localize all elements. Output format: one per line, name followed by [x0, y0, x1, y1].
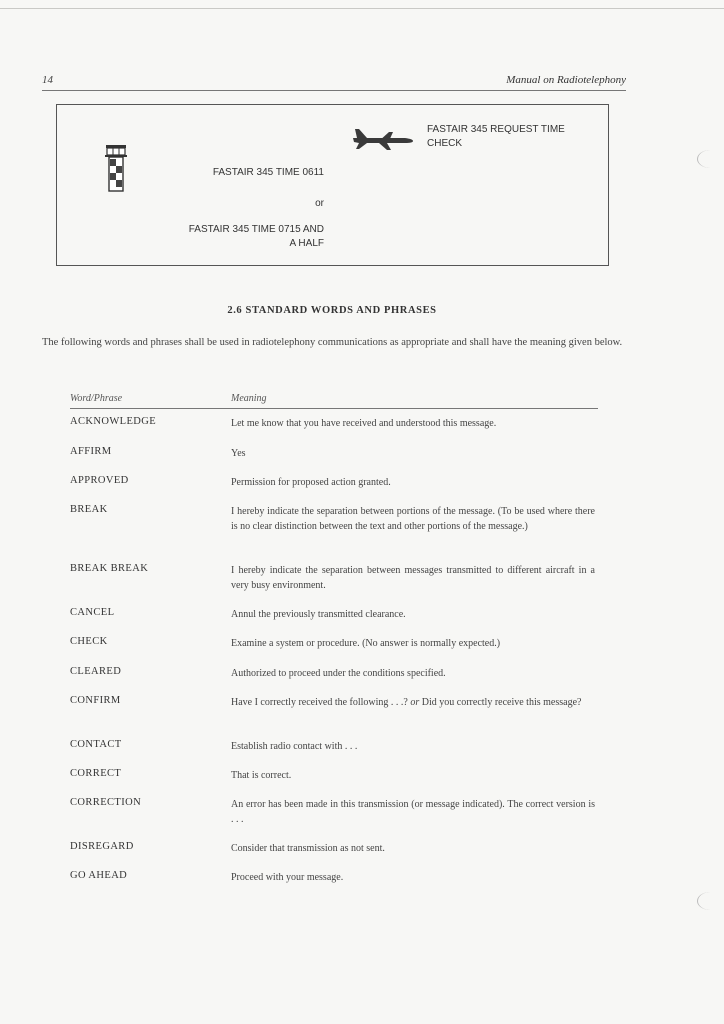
meaning: Permission for proposed action granted.	[231, 477, 391, 488]
or-separator: or	[315, 198, 324, 209]
term: DISREGARD	[70, 841, 134, 852]
term: BREAK	[70, 504, 108, 515]
pilot-message: FASTAIR 345 REQUEST TIME CHECK	[427, 124, 565, 149]
meaning: Annul the previously transmitted clearance.	[231, 609, 406, 620]
table-header-rule	[70, 408, 598, 409]
term: CONFIRM	[70, 695, 121, 706]
section-heading: 2.6 STANDARD WORDS AND PHRASES	[227, 305, 437, 316]
term: AFFIRM	[70, 446, 112, 457]
term: BREAK BREAK	[70, 563, 149, 574]
meaning: Proceed with your message.	[231, 872, 344, 883]
meaning: An error has been made in this transmission (or message indicated). The correct version is . . .	[231, 799, 595, 825]
meaning: Establish radio contact with . . .	[231, 741, 358, 752]
column-header-meaning: Meaning	[231, 393, 267, 404]
aircraft-icon	[351, 127, 415, 151]
control-tower-icon	[105, 145, 127, 193]
atc-reply-2-line1: FASTAIR 345 TIME 0715 AND	[188, 224, 324, 235]
atc-reply-2-line2: A HALF	[289, 238, 324, 249]
header-rule	[42, 90, 626, 91]
scan-edge	[0, 8, 724, 9]
scan-edge-mark	[697, 892, 724, 910]
meaning	[231, 695, 595, 710]
meaning-part: Have I correctly received the following . . .?	[231, 697, 411, 708]
term: ACKNOWLEDGE	[70, 416, 157, 427]
meaning: Consider that transmission as not sent.	[231, 843, 385, 854]
meaning: Examine a system or procedure. (No answer is normally expected.)	[231, 638, 501, 649]
term: CHECK	[70, 636, 108, 647]
meaning: I hereby indicate the separation between messages transmitted to different aircraft in a very busy environment.	[231, 565, 595, 591]
term: GO AHEAD	[70, 870, 128, 881]
term: CONTACT	[70, 739, 122, 750]
meaning: I hereby indicate the separation between portions of the message. (To be used where there is no clear distinction between the text and other portions of the message.)	[231, 506, 595, 532]
page-number: 14	[42, 74, 53, 86]
term: CORRECTION	[70, 797, 142, 808]
term: CLEARED	[70, 666, 122, 677]
atc-reply-1: FASTAIR 345 TIME 0611	[212, 167, 324, 178]
meaning: Authorized to proceed under the conditions specified.	[231, 668, 446, 679]
term: APPROVED	[70, 475, 129, 486]
meaning-part: Did you correctly receive this message?	[419, 697, 582, 708]
meaning: Let me know that you have received and understood this message.	[231, 418, 497, 429]
meaning: That is correct.	[231, 770, 292, 781]
meaning-or: or	[410, 697, 420, 708]
running-head-title: Manual on Radiotelephony	[506, 74, 626, 86]
scan-edge-mark	[697, 150, 724, 168]
radiotelephony-example-box	[56, 104, 609, 266]
term: CANCEL	[70, 607, 115, 618]
meaning: Yes	[231, 448, 246, 459]
term: CORRECT	[70, 768, 122, 779]
column-header-word: Word/Phrase	[70, 393, 123, 404]
section-intro: The following words and phrases shall be used in radiotelephony communications as appropriate and shall have the meaning given below.	[42, 337, 623, 348]
